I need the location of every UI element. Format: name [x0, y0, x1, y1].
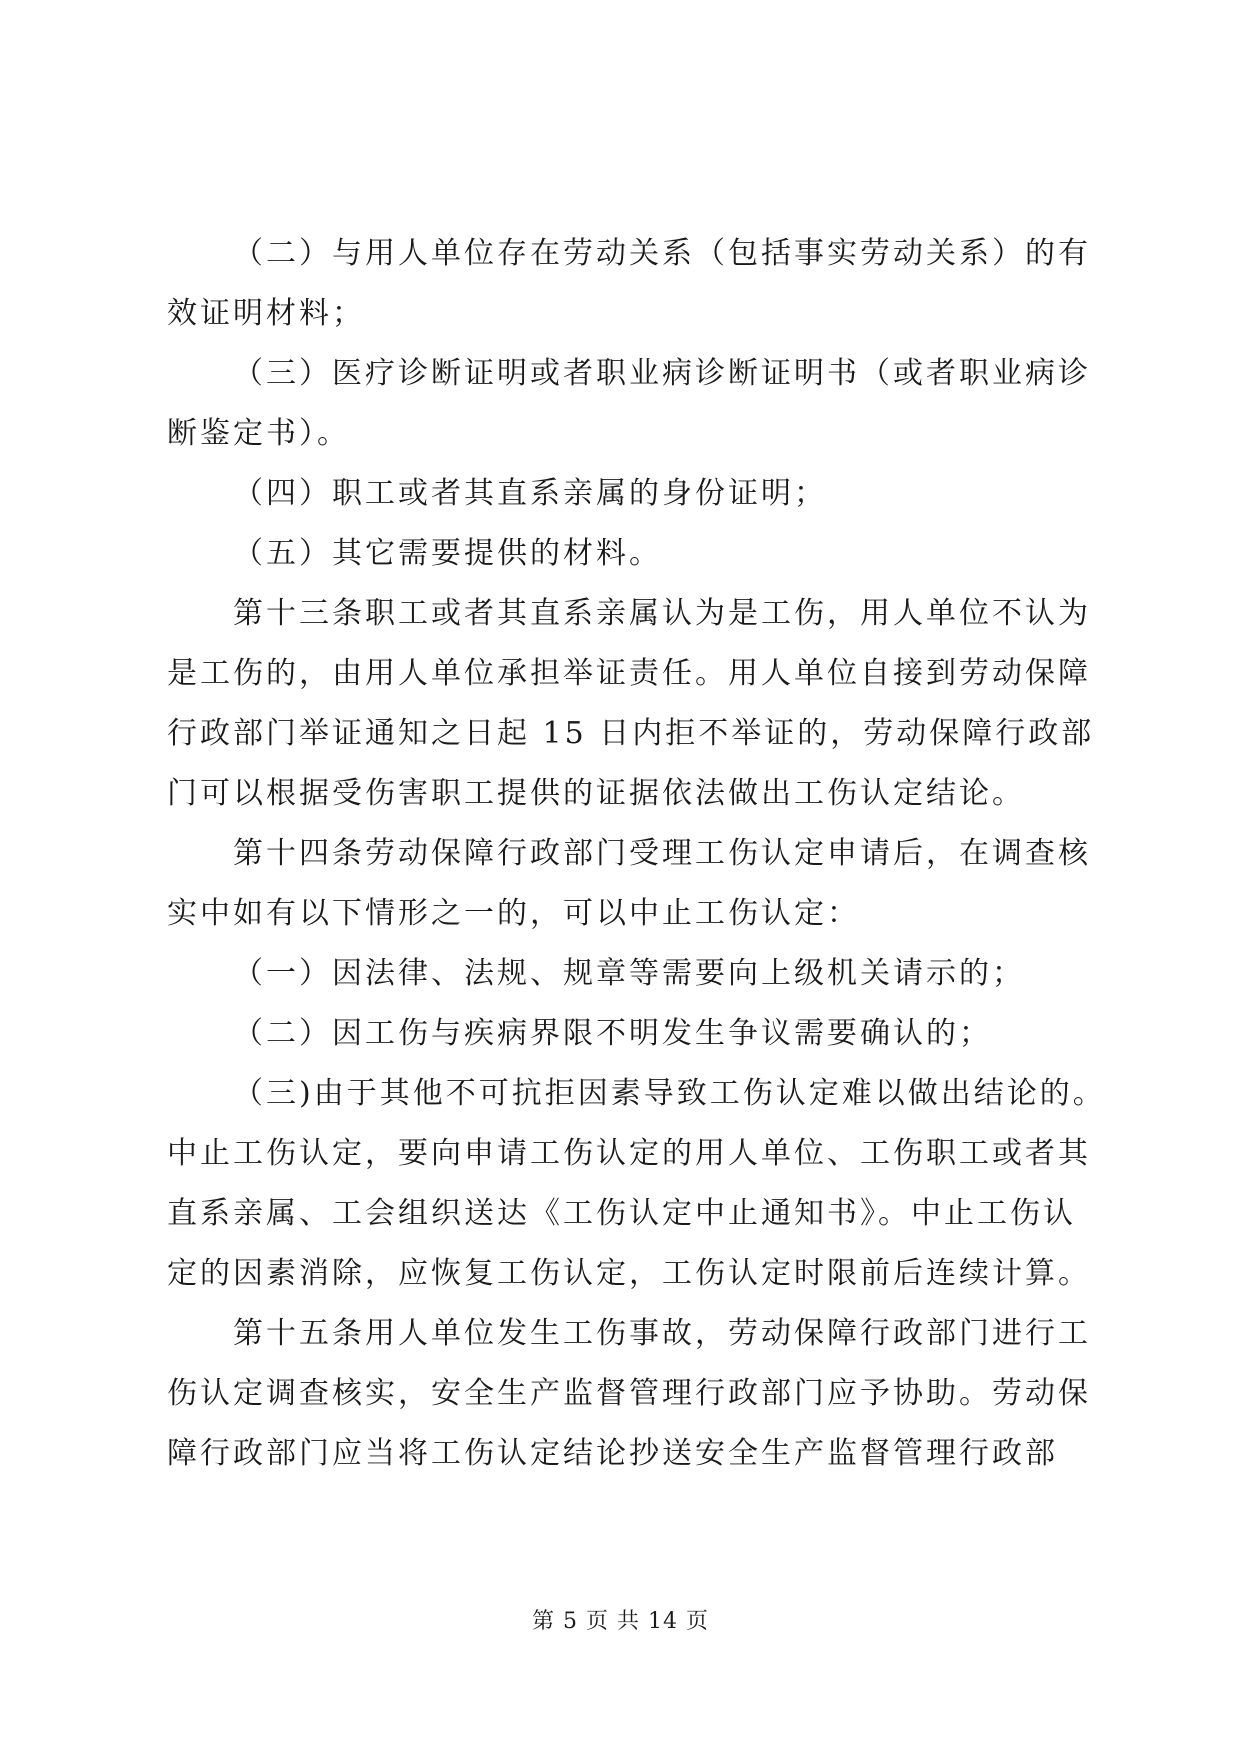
text-line: （三）医疗诊断证明或者职业病诊断证明书（或者职业病诊 [233, 356, 1091, 391]
text-line: 中止工伤认定，要向申请工伤认定的用人单位、工伤职工或者其 [167, 1136, 1091, 1171]
text-line: 直系亲属、工会组织送达《工伤认定中止通知书》。中止工伤认 [167, 1196, 1076, 1231]
text-line: 第十五条用人单位发生工伤事故，劳动保障行政部门进行工 [233, 1316, 1091, 1351]
text-line: 门可以根据受伤害职工提供的证据依法做出工伤认定结论。 [167, 776, 1025, 811]
text-line: 障行政部门应当将工伤认定结论抄送安全生产监督管理行政部 [167, 1436, 1058, 1471]
text-line: 伤认定调查核实，安全生产监督管理行政部门应予协助。劳动保 [167, 1376, 1091, 1411]
page-footer [0, 1604, 1241, 1635]
text-line: 定的因素消除，应恢复工伤认定，工伤认定时限前后连续计算。 [167, 1256, 1091, 1291]
text-line: 实中如有以下情形之一的，可以中止工伤认定： [167, 896, 860, 931]
text-line: 断鉴定书）。 [167, 416, 350, 451]
text-line: （二）与用人单位存在劳动关系（包括事实劳动关系）的有 [233, 236, 1091, 271]
text-line: （四）职工或者其直系亲属的身份证明； [233, 476, 827, 511]
text-line: （五）其它需要提供的材料。 [233, 536, 662, 571]
text-line: 第十四条劳动保障行政部门受理工伤认定申请后，在调查核 [233, 836, 1091, 871]
page-number-label: 第 5 页 共 14 页 [532, 1609, 709, 1634]
document-body [167, 224, 1106, 1484]
text-line: 行政部门举证通知之日起 15 日内拒不举证的，劳动保障行政部 [167, 716, 1095, 751]
text-line: （一）因法律、法规、规章等需要向上级机关请示的； [233, 956, 1025, 991]
text-line: （二）因工伤与疾病界限不明发生争议需要确认的； [233, 1016, 992, 1051]
text-line: 效证明材料； [167, 296, 365, 331]
text-line: 第十三条职工或者其直系亲属认为是工伤，用人单位不认为 [233, 596, 1091, 631]
text-line: （三)由于其他不可抗拒因素导致工伤认定难以做出结论的。 [233, 1076, 1106, 1111]
text-line: 是工伤的，由用人单位承担举证责任。用人单位自接到劳动保障 [167, 656, 1091, 691]
